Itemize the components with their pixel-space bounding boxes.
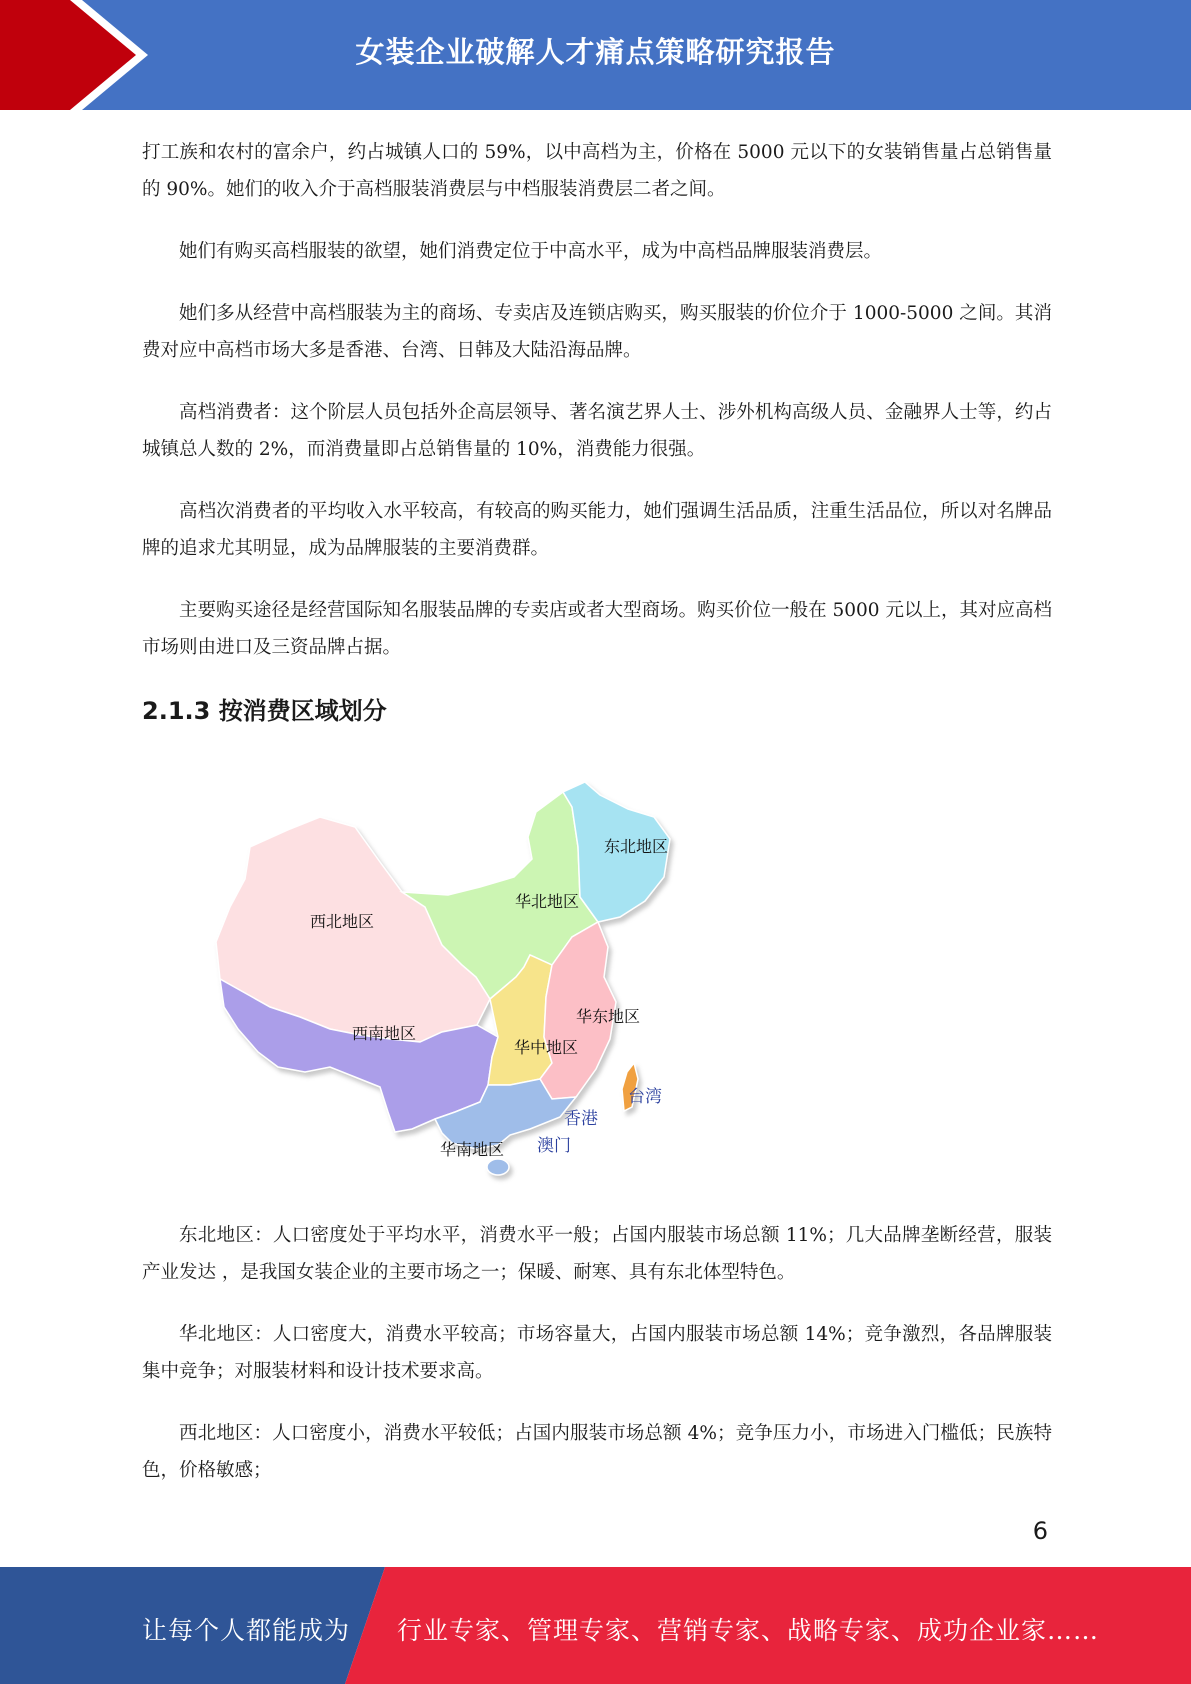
china-region-map [180,767,720,1187]
map-label-southwest: 西南地区 [352,1024,417,1043]
map-label-northwest: 西北地区 [310,912,375,931]
paragraph-6: 主要购买途径是经营国际知名服装品牌的专卖店或者大型商场。购买价位一般在 5000 元以上，其对应高档市场则由进口及三资品牌占据。 [142,600,1052,658]
map-label-taiwan: 台湾 [628,1087,662,1107]
paragraph-northeast: 东北地区：人口密度处于平均水平，消费水平一般；占国内服装市场总额 11%；几大品牌垄断经营，服装产业发达 ，是我国女装企业的主要市场之一；保暖、耐寒、具有东北体型特色。 [142,1225,1052,1283]
map-label-south: 华南地区 [440,1140,505,1159]
map-label-east: 华东地区 [576,1007,641,1026]
page-header [0,0,1191,110]
map-label-hongkong: 香港 [564,1109,598,1129]
paragraph-northwest: 西北地区：人口密度小，消费水平较低；占国内服装市场总额 4%；竞争压力小，市场进入门槛低；民族特色，价格敏感； [142,1423,1052,1481]
paragraph-4: 高档消费者：这个阶层人员包括外企高层领导、著名演艺界人士、涉外机构高级人员、金融界人士等，约占城镇总人数的 2%，而消费量即占总销售量的 10%，消费能力很强。 [142,402,1052,460]
section-heading: 2.1.3 按消费区域划分 [142,697,387,725]
paragraph-5: 高档次消费者的平均收入水平较高，有较高的购买能力，她们强调生活品质，注重生活品位，所以对名牌品牌的追求尤其明显，成为品牌服装的主要消费群。 [142,501,1052,559]
paragraph-3: 她们多从经营中高档服装为主的商场、专卖店及连锁店购买，购买服装的价位介于 1000-5000 之间。其消费对应中高档市场大多是香港、台湾、日韩及大陆沿海品牌。 [142,303,1052,361]
map-label-macau: 澳门 [537,1136,571,1156]
footer-slogan-left: 让每个人都能成为 [142,1616,351,1645]
map-drawing [180,767,720,1187]
paragraph-1: 打工族和农村的富余户，约占城镇人口的 59%，以中高档为主，价格在 5000 元以下的女装销售量占总销售量的 90%。她们的收入介于高档服装消费层与中档服装消费层二者之间。 [142,142,1052,200]
paragraph-2: 她们有购买高档服装的欲望，她们消费定位于中高水平，成为中高档品牌服装消费层。 [179,241,883,262]
map-label-northeast: 东北地区 [604,837,669,856]
map-label-central: 华中地区 [514,1038,579,1057]
main-content [142,134,1052,1514]
page-footer [0,1567,1191,1684]
paragraph-north: 华北地区：人口密度大，消费水平较高；市场容量大，占国内服装市场总额 14%；竞争激烈，各品牌服装集中竞争；对服装材料和设计技术要求高。 [142,1324,1052,1382]
map-label-north: 华北地区 [515,892,580,911]
footer-slogan-right: 行业专家、管理专家、营销专家、战略专家、成功企业家…… [397,1616,1100,1645]
page-number: 6 [1032,1517,1048,1545]
report-title: 女装企业破解人才痛点策略研究报告 [355,35,836,69]
region-hainan [487,1159,509,1175]
